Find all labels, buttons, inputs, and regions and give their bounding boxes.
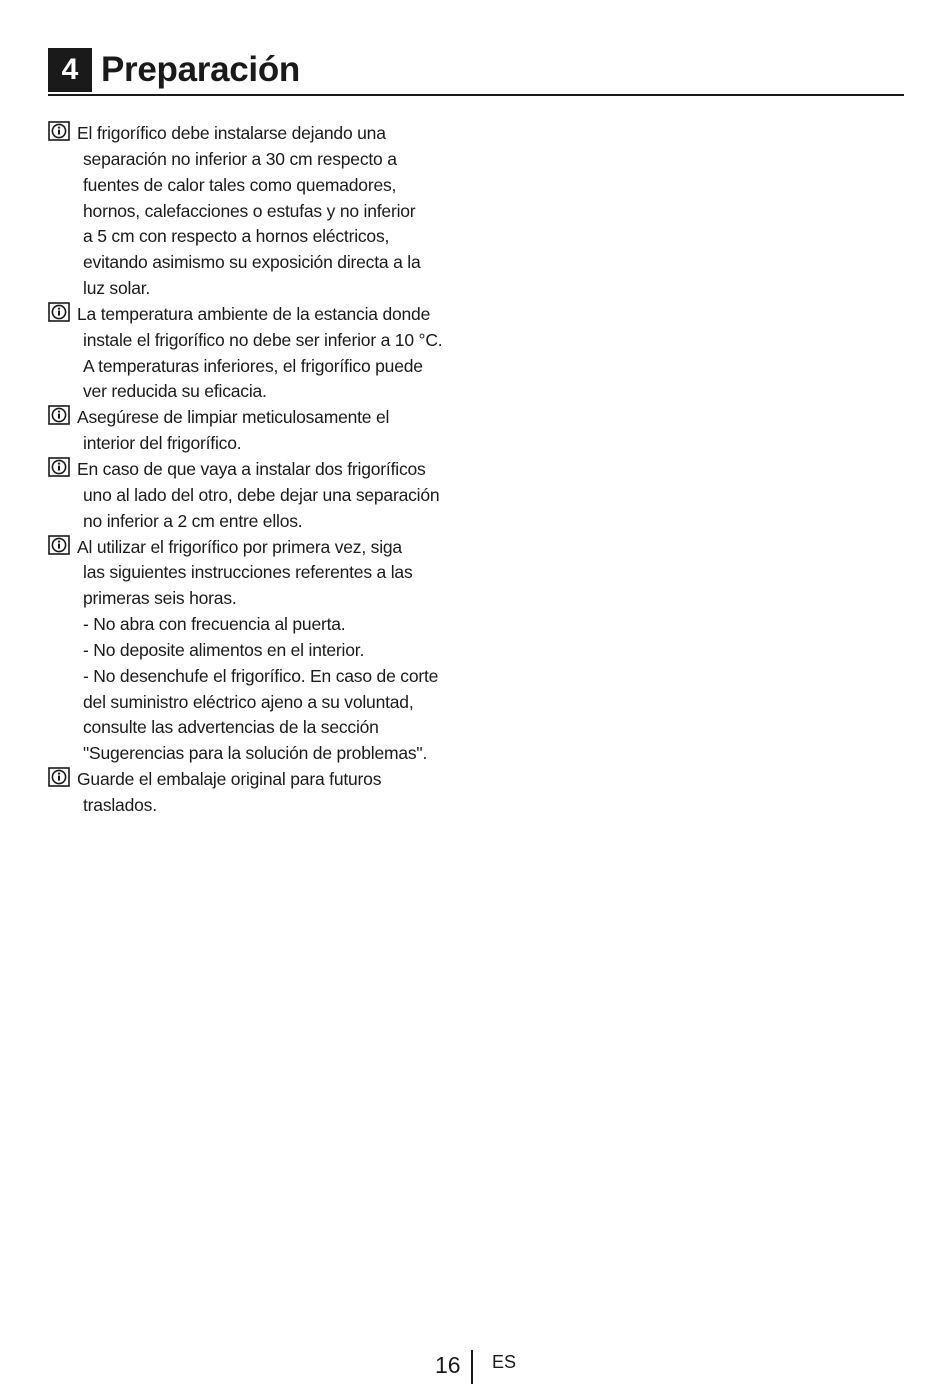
info-item-line: del suministro eléctrico ajeno a su voluntad, [83, 691, 414, 712]
info-icon [48, 535, 70, 555]
info-item [48, 302, 478, 405]
info-item-line: Asegúrese de limpiar meticulosamente el [77, 407, 390, 428]
info-item-line: luz solar. [83, 278, 151, 299]
info-item-line: A temperaturas inferiores, el frigorífico puede [83, 355, 423, 376]
info-item-line: - No desenchufe el frigorífico. En caso de corte [83, 665, 439, 686]
info-item-line: a 5 cm con respecto a hornos eléctricos, [83, 226, 390, 247]
info-item-line: El frigorífico debe instalarse dejando una [77, 123, 386, 143]
info-item-line: traslados. [83, 794, 157, 815]
info-item [48, 121, 478, 302]
info-item-line: La temperatura ambiente de la estancia donde [77, 303, 431, 324]
info-item-line: Al utilizar el frigorífico por primera vez, siga [77, 536, 402, 557]
info-icon [48, 405, 70, 425]
info-icon [48, 767, 70, 787]
info-icon [48, 121, 70, 141]
info-item-line: ver reducida su eficacia. [83, 381, 267, 402]
section-number: 4 [48, 48, 92, 92]
footer-divider [471, 1350, 473, 1384]
info-item [48, 535, 478, 768]
info-icon [48, 302, 70, 322]
section-header [48, 48, 904, 96]
info-item-line: instale el frigorífico no debe ser inferior a 10 °C. [83, 329, 443, 350]
info-item-line: separación no inferior a 30 cm respecto a [83, 148, 397, 169]
language-code: ES [492, 1352, 517, 1372]
info-item-line: fuentes de calor tales como quemadores, [83, 174, 397, 195]
info-item [48, 767, 478, 819]
info-item-line: hornos, calefacciones o estufas y no inferior [83, 200, 416, 221]
info-item-line: interior del frigorífico. [83, 433, 242, 454]
info-item-line: las siguientes instrucciones referentes a las [83, 562, 413, 583]
info-item-line: En caso de que vaya a instalar dos frigoríficos [77, 458, 426, 479]
info-item-line: "Sugerencias para la solución de problemas". [83, 743, 428, 764]
instructions-list [48, 121, 478, 819]
info-item-line: Guarde el embalaje original para futuros [77, 769, 382, 790]
info-item-line: uno al lado del otro, debe dejar una separación [83, 484, 440, 505]
info-item-line: consulte las advertencias de la sección [83, 717, 379, 738]
info-icon [48, 457, 70, 477]
info-item [48, 457, 478, 535]
info-item-line: primeras seis horas. [83, 588, 237, 609]
section-title: Preparación [101, 50, 301, 89]
info-item-line: - No deposite alimentos en el interior. [83, 639, 365, 660]
page-number: 16 [435, 1352, 461, 1378]
info-item-line: evitando asimismo su exposición directa a la [83, 252, 421, 273]
info-item-line: no inferior a 2 cm entre ellos. [83, 510, 303, 531]
info-item-line: - No abra con frecuencia al puerta. [83, 614, 346, 635]
info-item [48, 405, 478, 457]
